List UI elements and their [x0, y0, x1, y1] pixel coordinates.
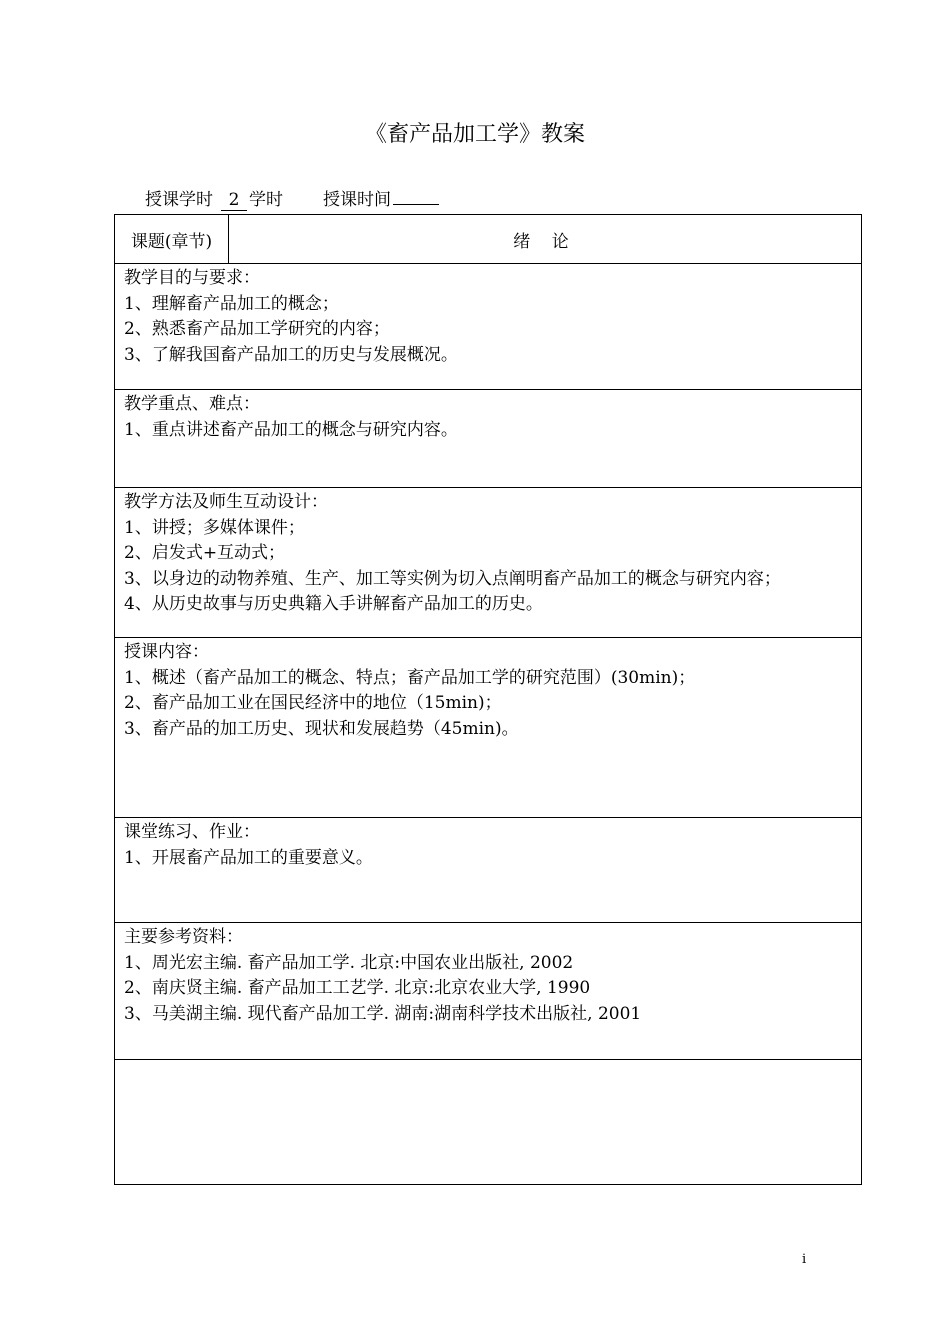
reference-item: 1、周光宏主编. 畜产品加工学. 北京:中国农业出版社, 2002 [124, 952, 574, 973]
content-item: 2、畜产品加工业在国民经济中的地位（15min)； [124, 693, 502, 713]
exercise-item: 1、开展畜产品加工的重要意义。 [124, 847, 373, 868]
time-value [393, 204, 439, 205]
page-number: i [802, 1252, 807, 1267]
references-section [115, 923, 861, 1060]
lesson-plan-table [114, 214, 862, 1185]
content-section [115, 638, 861, 818]
blank-section [115, 1060, 861, 1184]
key-point-item: 1、重点讲述畜产品加工的概念与研究内容。 [124, 419, 458, 440]
objective-item: 3、了解我国畜产品加工的历史与发展概况。 [124, 344, 458, 365]
objectives-section [115, 264, 861, 390]
reference-item: 3、马美湖主编. 现代畜产品加工学. 湖南:湖南科学技术出版社, 2001 [124, 1003, 642, 1024]
content-heading: 授课内容： [124, 642, 209, 662]
objective-item: 2、熟悉畜产品加工学研究的内容； [124, 319, 390, 339]
time-label: 授课时间 [323, 190, 391, 210]
key-points-heading: 教学重点、难点： [124, 394, 260, 414]
exercises-heading: 课堂练习、作业： [124, 822, 260, 842]
document-title: 《畜产品加工学》教案 [364, 122, 585, 147]
topic-label: 课题(章节) [115, 215, 229, 263]
methods-section [115, 488, 861, 638]
method-item: 2、启发式+互动式； [124, 543, 286, 563]
hours-value: 2 [221, 190, 247, 211]
exercises-section [115, 818, 861, 923]
method-item: 4、从历史故事与历史典籍入手讲解畜产品加工的历史。 [124, 594, 543, 614]
method-item: 3、以身边的动物养殖、生产、加工等实例为切入点阐明畜产品加工的概念与研究内容； [124, 568, 781, 589]
content-item: 1、概述（畜产品加工的概念、特点；畜产品加工学的研究范围）(30min)； [124, 667, 696, 688]
references-heading: 主要参考资料： [124, 927, 243, 947]
hours-label: 授课学时 [145, 190, 213, 210]
key-points-section [115, 390, 861, 488]
topic-value: 绪 论 [513, 231, 577, 252]
objectives-heading: 教学目的与要求： [124, 268, 260, 288]
method-item: 1、讲授；多媒体课件； [124, 517, 305, 538]
topic-row [115, 215, 861, 264]
objective-item: 1、理解畜产品加工的概念； [124, 293, 339, 314]
reference-item: 2、南庆贤主编. 畜产品加工工艺学. 北京:北京农业大学, 1990 [124, 978, 591, 998]
course-meta [145, 188, 439, 212]
methods-heading: 教学方法及师生互动设计： [124, 492, 328, 512]
hours-unit: 学时 [249, 190, 283, 210]
content-item: 3、畜产品的加工历史、现状和发展趋势（45min)。 [124, 718, 519, 739]
